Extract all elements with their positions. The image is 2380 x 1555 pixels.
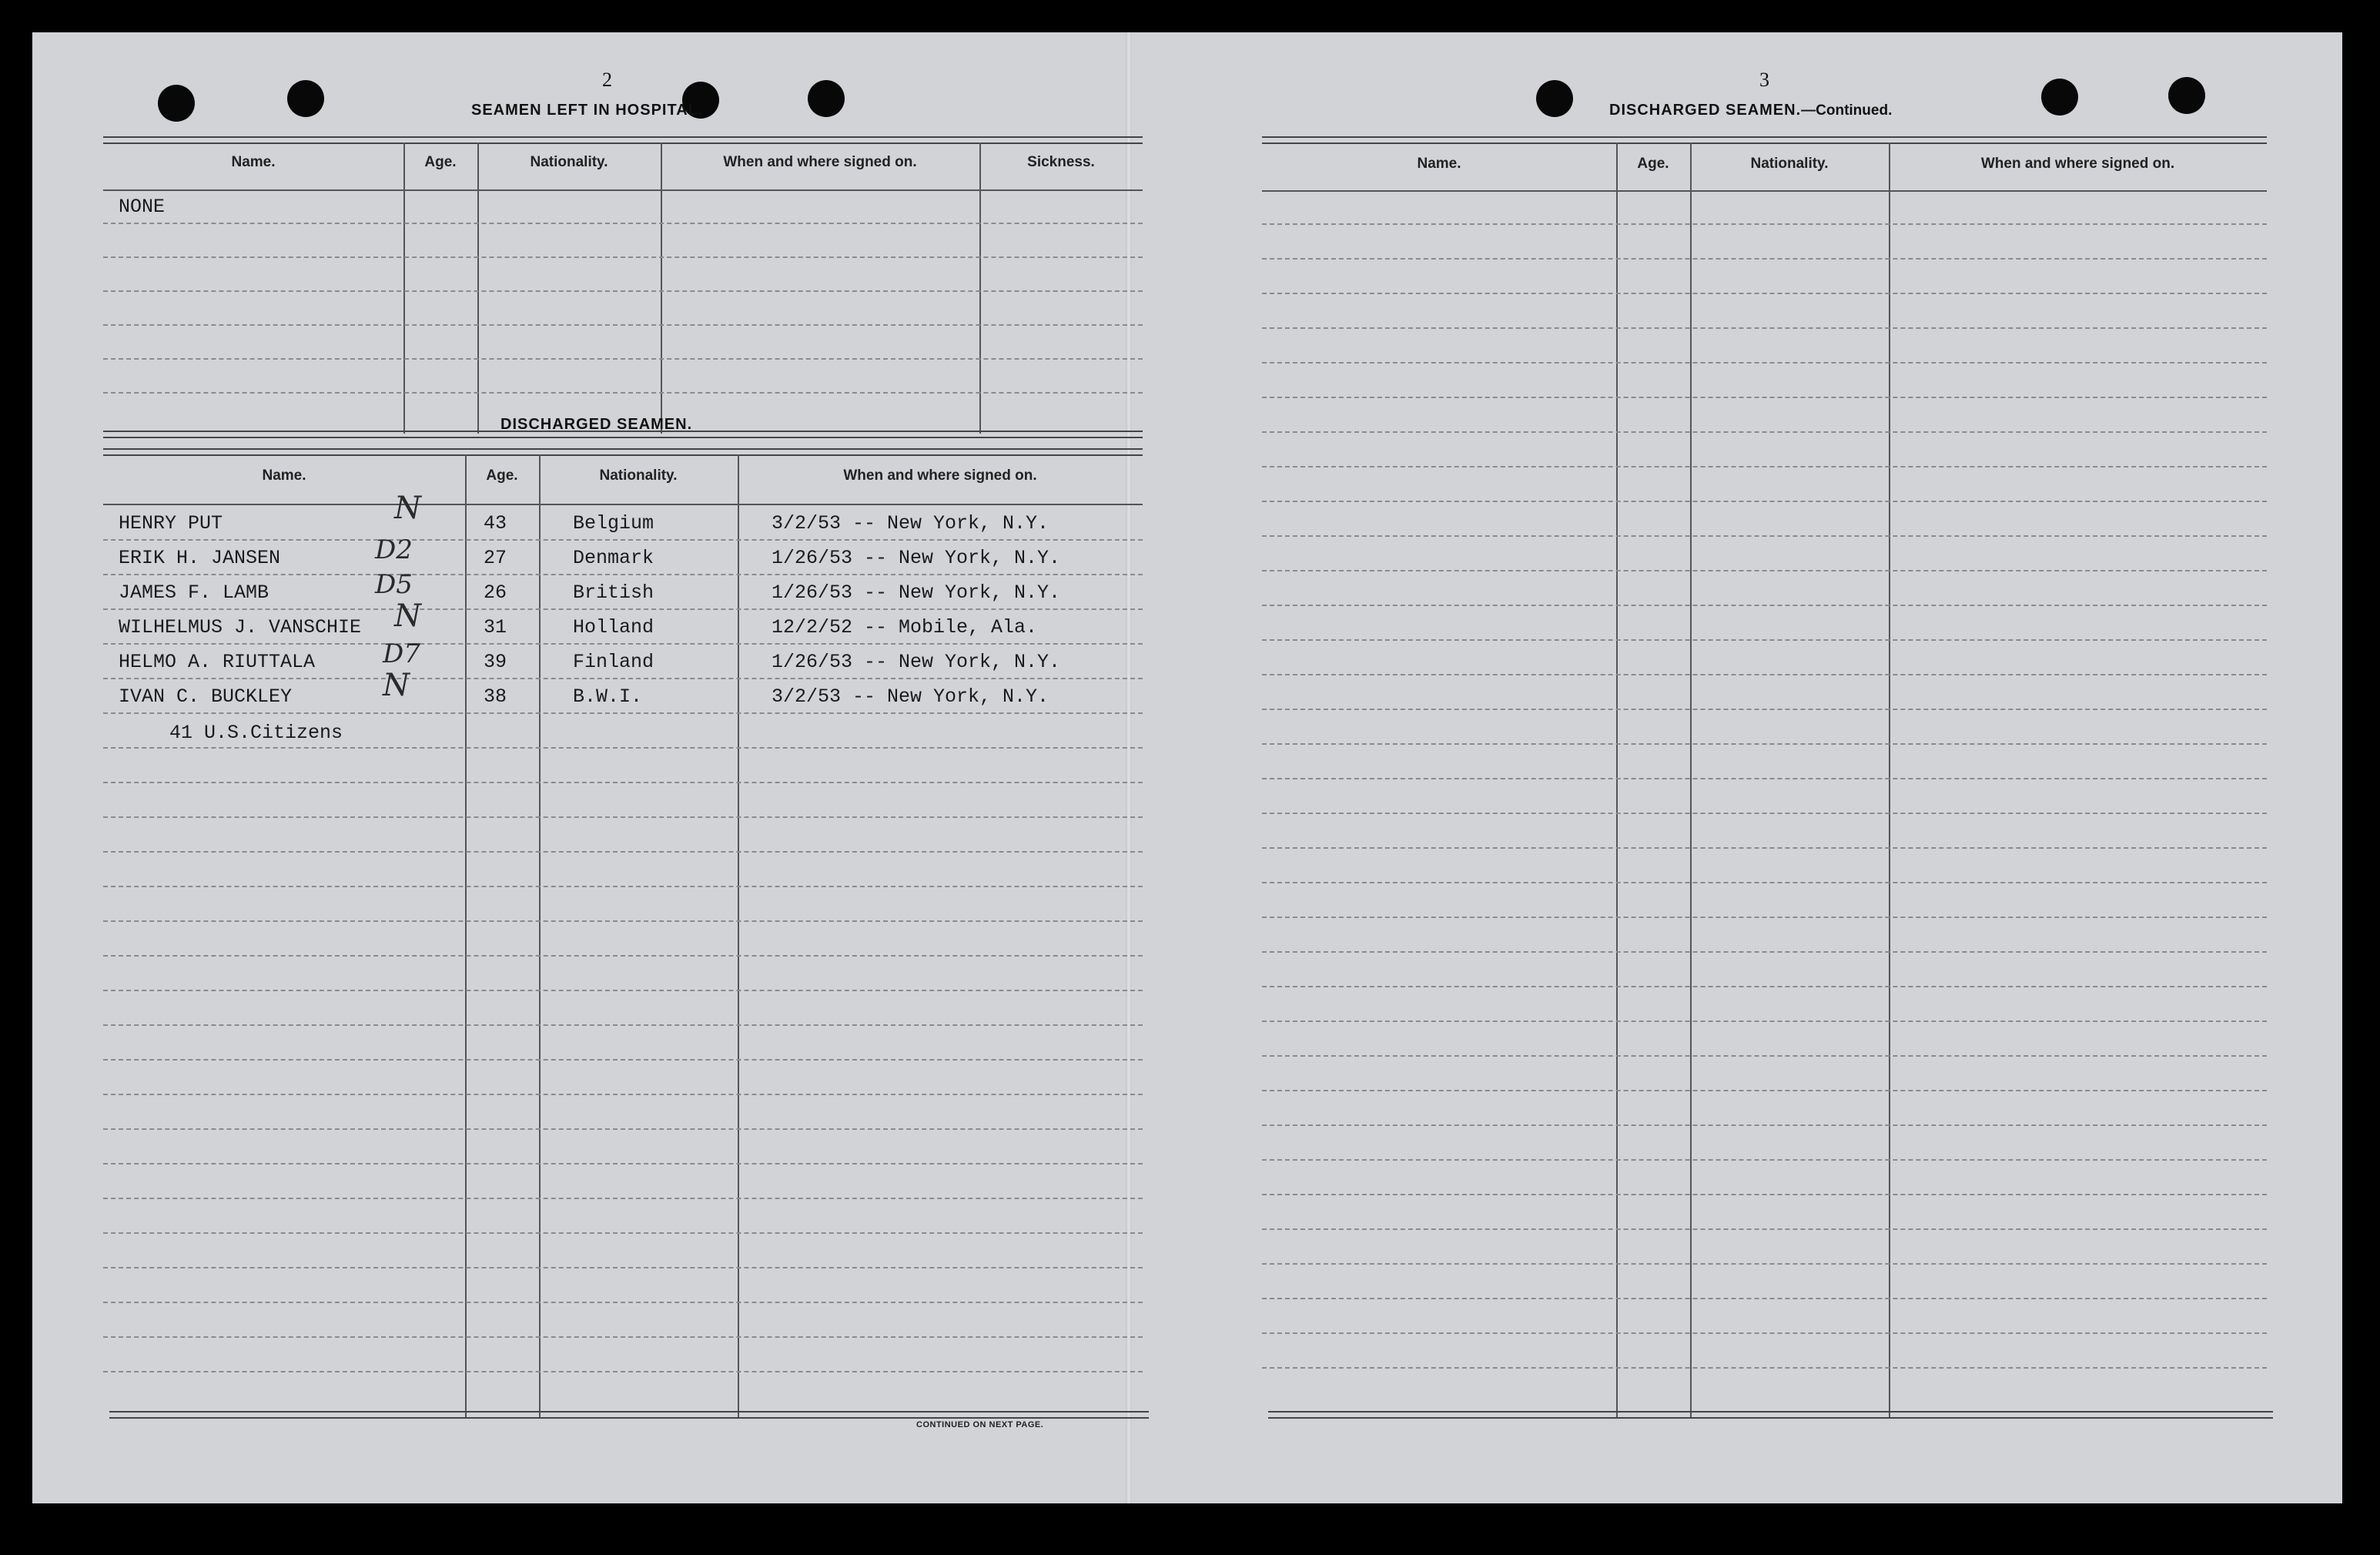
row-line (103, 539, 1143, 541)
row-line (1262, 778, 2267, 779)
column-header-age: Age. (486, 468, 518, 484)
row-line (1262, 1020, 2267, 1022)
page-number: 3 (1759, 69, 1769, 91)
row-line (103, 290, 1143, 292)
page-number: 2 (602, 69, 612, 91)
row-line (1262, 674, 2267, 675)
row-line (1262, 223, 2267, 225)
rule (1268, 1411, 2273, 1419)
column-header-signed-on: When and where signed on. (1980, 156, 2175, 172)
row-line (103, 574, 1143, 575)
handwritten-mark: D5 (375, 569, 413, 600)
seaman-signed-on: 3/2/53 -- New York, N.Y. (772, 685, 1049, 708)
punch-hole (287, 80, 324, 117)
hospital-entry: NONE (119, 196, 166, 218)
column-header-nationality: Nationality. (530, 154, 608, 170)
seaman-signed-on: 1/26/53 -- New York, N.Y. (772, 547, 1061, 569)
row-line (1262, 709, 2267, 710)
row-line (103, 747, 1143, 749)
row-line (103, 1198, 1143, 1199)
row-line (103, 782, 1143, 783)
row-line (1262, 1194, 2267, 1195)
row-line (1262, 293, 2267, 294)
row-line (1262, 1332, 2267, 1334)
row-line (1262, 258, 2267, 260)
row-line (1262, 397, 2267, 398)
row-line (103, 1024, 1143, 1026)
seaman-nationality: British (573, 581, 654, 604)
row-line (103, 712, 1143, 714)
seaman-age: 39 (484, 651, 507, 673)
row-line (103, 608, 1143, 610)
row-line (1262, 501, 2267, 502)
hospital-section-title: SEAMEN LEFT IN HOSPITAL. (471, 102, 704, 119)
seaman-nationality: Belgium (573, 512, 654, 535)
seaman-signed-on: 12/2/52 -- Mobile, Ala. (772, 616, 1038, 638)
column-divider (661, 142, 662, 434)
column-divider (1889, 142, 1890, 1419)
rule (109, 1411, 1149, 1419)
punch-hole (2168, 77, 2205, 114)
seaman-signed-on: 1/26/53 -- New York, N.Y. (772, 651, 1061, 673)
column-divider (1616, 142, 1618, 1419)
discharged-section-title: DISCHARGED SEAMEN. (500, 416, 693, 433)
row-line (1262, 466, 2267, 468)
seaman-age: 27 (484, 547, 507, 569)
row-line (103, 1232, 1143, 1234)
column-header-name: Name. (262, 468, 306, 484)
column-divider (539, 454, 541, 1419)
handwritten-mark: N (394, 491, 421, 526)
row-line (1262, 362, 2267, 364)
seaman-nationality: Finland (573, 651, 654, 673)
row-line (103, 920, 1143, 922)
seaman-age: 31 (484, 616, 507, 638)
seaman-signed-on: 3/2/53 -- New York, N.Y. (772, 512, 1049, 535)
rule (103, 189, 1143, 191)
punch-hole (2041, 79, 2078, 116)
column-header-signed-on: When and where signed on. (843, 468, 1037, 484)
column-divider (477, 142, 479, 434)
row-line (1262, 951, 2267, 953)
citizens-note: 41 U.S.Citizens (169, 722, 343, 744)
punch-hole (158, 85, 195, 122)
row-line (1262, 1367, 2267, 1369)
row-line (1262, 847, 2267, 849)
row-line (103, 1128, 1143, 1130)
row-line (1262, 813, 2267, 814)
title-text: DISCHARGED SEAMEN. (1609, 102, 1802, 119)
rule (1262, 136, 2267, 144)
row-line (103, 1059, 1143, 1061)
row-line (103, 1267, 1143, 1268)
seaman-name: WILHELMUS J. VANSCHIE (119, 616, 362, 638)
column-header-age: Age. (424, 154, 457, 170)
column-header-signed-on: When and where signed on. (723, 154, 917, 170)
row-line (1262, 743, 2267, 745)
row-line (103, 392, 1143, 394)
seaman-name: HELMO A. RIUTTALA (119, 651, 316, 673)
column-header-nationality: Nationality. (599, 468, 678, 484)
seaman-name: ERIK H. JANSEN (119, 547, 281, 569)
handwritten-mark: D2 (375, 535, 413, 565)
rule (103, 136, 1143, 144)
row-line (1262, 327, 2267, 329)
seaman-age: 38 (484, 685, 507, 708)
page-fold (1126, 32, 1132, 1503)
row-line (103, 851, 1143, 853)
column-divider (738, 454, 739, 1419)
title-suffix: —Continued. (1801, 102, 1893, 119)
row-line (1262, 1228, 2267, 1230)
row-line (1262, 1159, 2267, 1161)
row-line (1262, 570, 2267, 571)
rule (103, 448, 1143, 456)
row-line (103, 678, 1143, 679)
column-header-name: Name. (231, 154, 276, 170)
handwritten-mark: N (394, 598, 421, 634)
row-line (103, 643, 1143, 645)
row-line (103, 1336, 1143, 1338)
discharged-continued-title (1609, 102, 1892, 119)
seaman-name: JAMES F. LAMB (119, 581, 269, 604)
row-line (1262, 431, 2267, 433)
row-line (103, 1371, 1143, 1372)
column-divider (465, 454, 467, 1419)
row-line (103, 1163, 1143, 1165)
seaman-nationality: Denmark (573, 547, 654, 569)
column-header-sickness: Sickness. (1027, 154, 1095, 170)
row-line (1262, 1124, 2267, 1126)
rule (103, 504, 1143, 505)
seaman-name: IVAN C. BUCKLEY (119, 685, 293, 708)
rule (1262, 190, 2267, 192)
seaman-age: 43 (484, 512, 507, 535)
row-line (1262, 1263, 2267, 1265)
seaman-nationality: B.W.I. (573, 685, 643, 708)
seaman-signed-on: 1/26/53 -- New York, N.Y. (772, 581, 1061, 604)
seaman-nationality: Holland (573, 616, 654, 638)
row-line (1262, 605, 2267, 606)
row-line (103, 256, 1143, 258)
row-line (103, 1094, 1143, 1095)
handwritten-mark: N (383, 668, 410, 703)
row-line (103, 990, 1143, 991)
row-line (1262, 639, 2267, 641)
row-line (103, 358, 1143, 360)
row-line (103, 324, 1143, 326)
seaman-name: HENRY PUT (119, 512, 223, 535)
row-line (1262, 1090, 2267, 1091)
row-line (103, 223, 1143, 224)
row-line (103, 886, 1143, 887)
punch-hole (1536, 80, 1573, 117)
row-line (1262, 917, 2267, 918)
row-line (1262, 986, 2267, 987)
continued-footer: CONTINUED ON NEXT PAGE. (916, 1420, 1044, 1429)
row-line (1262, 882, 2267, 883)
row-line (103, 955, 1143, 957)
row-line (1262, 1298, 2267, 1299)
column-header-name: Name. (1417, 156, 1461, 172)
handwritten-mark: D7 (383, 638, 420, 669)
column-divider (403, 142, 405, 434)
column-header-age: Age. (1637, 156, 1669, 172)
row-line (103, 816, 1143, 818)
row-line (1262, 535, 2267, 537)
row-line (1262, 1055, 2267, 1057)
column-divider (1690, 142, 1692, 1419)
document-sheet (32, 32, 2342, 1503)
seaman-age: 26 (484, 581, 507, 604)
punch-hole (808, 80, 845, 117)
row-line (103, 1302, 1143, 1303)
column-divider (979, 142, 981, 434)
column-header-nationality: Nationality. (1750, 156, 1829, 172)
